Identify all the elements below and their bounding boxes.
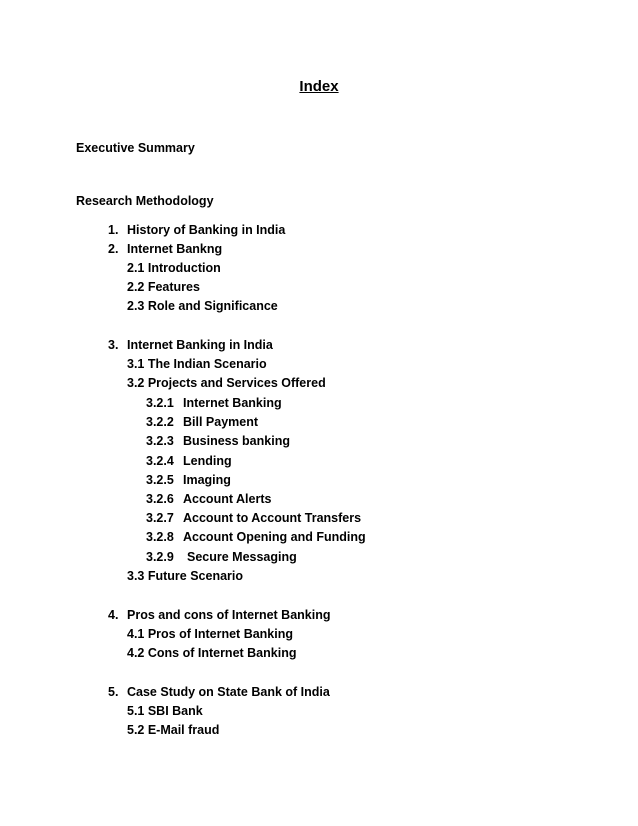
toc-subitem-3-2-8 [146,529,366,545]
toc-item-number: 3.2.7 [146,511,174,525]
toc-item-number: 5. [108,685,119,699]
toc-subitem-2-3: 2.3 Role and Significance [127,299,278,313]
toc-item-3 [108,337,273,353]
toc-subitem-4-2: 4.2 Cons of Internet Banking [127,646,297,660]
toc-subitem-3-2: 3.2 Projects and Services Offered [127,376,326,390]
toc-item-number: 3.2.3 [146,434,174,448]
toc-subitem-3-2-1 [146,395,282,411]
toc-item-label: Internet Banking [183,396,282,410]
toc-subitem-3-1: 3.1 The Indian Scenario [127,357,267,371]
toc-item-number: 3.2.2 [146,415,174,429]
toc-item-number: 3.2.8 [146,530,174,544]
toc-subitem-3-3: 3.3 Future Scenario [127,569,244,583]
toc-item-label: Pros and cons of Internet Banking [127,608,331,622]
toc-item-5 [108,684,330,700]
toc-subitem-3-2-3 [146,433,290,449]
toc-item-1 [108,222,285,238]
toc-item-label: Lending [183,454,232,468]
toc-item-label: Business banking [183,434,290,448]
toc-item-label: Secure Messaging [187,550,297,564]
toc-subitem-5-1: 5.1 SBI Bank [127,704,203,718]
toc-item-number: 3.2.9 [146,550,174,564]
toc-item-label: Bill Payment [183,415,259,429]
toc-item-number: 3.2.4 [146,454,174,468]
toc-subitem-4-1: 4.1 Pros of Internet Banking [127,627,294,641]
toc-subitem-3-2-9 [146,549,297,565]
toc-subitem-3-2-4 [146,453,232,469]
toc-item-label: Internet Banking in India [127,338,273,352]
toc-item-number: 2. [108,242,119,256]
toc-item-number: 3.2.1 [146,396,174,410]
toc-subitem-3-2-6 [146,491,271,507]
toc-subitem-2-1: 2.1 Introduction [127,261,221,275]
toc-item-number: 4. [108,608,119,622]
toc-item-label: Case Study on State Bank of India [127,685,330,699]
toc-item-label: Account Alerts [183,492,272,506]
toc-research-methodology: Research Methodology [76,194,214,208]
toc-item-label: Account Opening and Funding [183,530,366,544]
toc-subitem-2-2: 2.2 Features [127,280,200,294]
toc-item-label: Imaging [183,473,231,487]
toc-item-4 [108,607,331,623]
toc-item-number: 3.2.5 [146,473,174,487]
toc-item-label: Account to Account Transfers [183,511,362,525]
toc-subitem-3-2-2 [146,414,258,430]
toc-item-number: 3. [108,338,119,352]
toc-executive-summary: Executive Summary [76,141,195,155]
toc-subitem-3-2-5 [146,472,231,488]
toc-subitem-5-2: 5.2 E-Mail fraud [127,723,220,737]
toc-item-label: History of Banking in India [127,223,286,237]
toc-subitem-3-2-7 [146,510,361,526]
toc-item-label: Internet Bankng [127,242,223,256]
toc-item-number: 3.2.6 [146,492,174,506]
toc-item-2 [108,241,222,257]
page-title: Index [299,78,339,95]
toc-item-number: 1. [108,223,119,237]
